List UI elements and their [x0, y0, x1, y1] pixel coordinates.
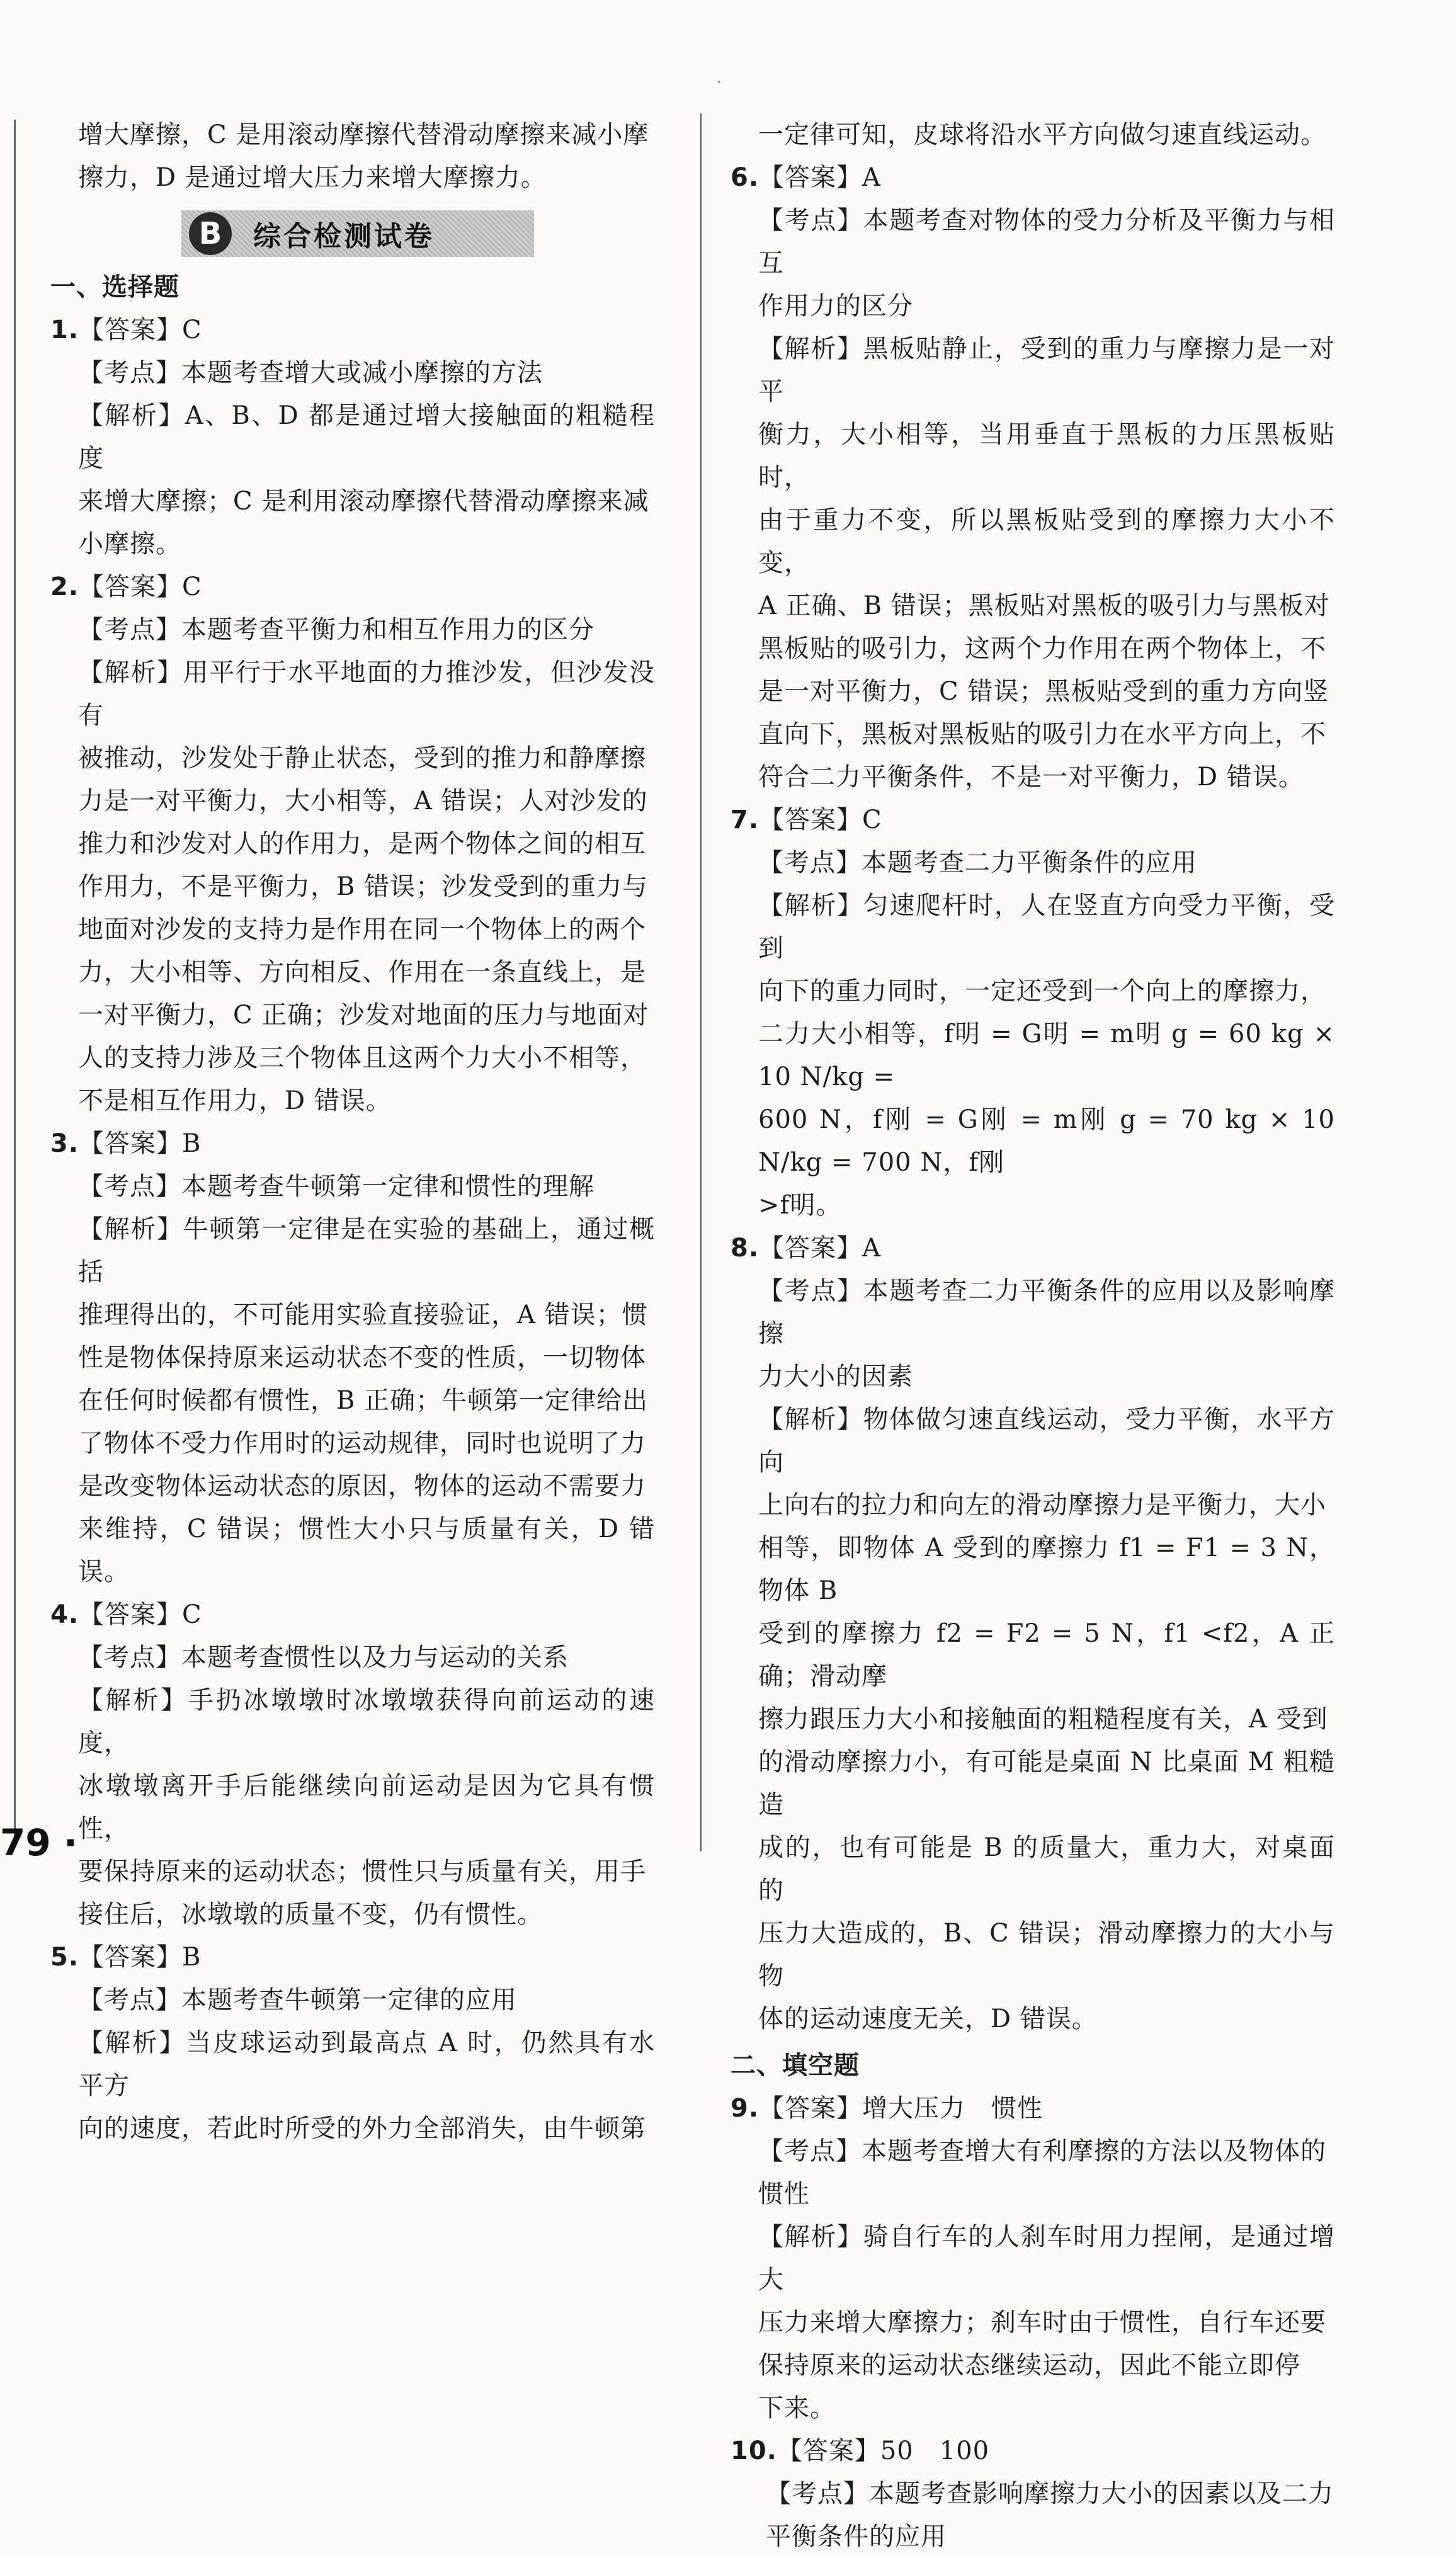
right-questions-a	[731, 156, 1335, 2040]
point-line: 【考点】本题考查二力平衡条件的应用	[758, 848, 1197, 877]
top-mark	[718, 81, 720, 83]
point-line: 惯性	[758, 2180, 810, 2208]
point-line: 【考点】本题考查增大或减小摩擦的方法	[78, 358, 543, 387]
point-line: 【考点】本题考查对物体的受力分析及平衡力与相互	[758, 206, 1335, 278]
analysis-line: 【解析】牛顿第一定律是在实验的基础上，通过概括	[78, 1215, 655, 1287]
answer-text: 【答案】A	[759, 163, 881, 192]
analysis-line: 要保持原来的运动状态；惯性只与质量有关，用手	[78, 1857, 646, 1886]
section-banner	[181, 210, 534, 257]
analysis-line: 地面对沙发的支持力是作用在同一个物体上的两个	[78, 915, 646, 944]
analysis-line: 【解析】手扔冰墩墩时冰墩墩获得向前运动的速度，	[78, 1686, 655, 1758]
banner-title: 综合检测试卷	[253, 220, 435, 253]
analysis-line: 向的速度，若此时所受的外力全部消失，由牛顿第	[78, 2114, 646, 2143]
question-number: 3.	[50, 1129, 79, 1158]
analysis-line: 冰墩墩离开手后能继续向前运动是因为它具有惯性，	[78, 1771, 655, 1843]
analysis-line: 作用力，不是平衡力，B 错误；沙发受到的重力与	[78, 872, 649, 901]
point-line: 【考点】本题考查增大有利摩擦的方法以及物体的	[758, 2137, 1326, 2166]
right-questions-b	[731, 2087, 1335, 2558]
question-number: 4.	[50, 1600, 79, 1629]
text-line: 增大摩擦，C 是用滚动摩擦代替滑动摩擦来减小摩	[78, 120, 649, 149]
answer-line	[50, 566, 655, 608]
answer-text: 【答案】B	[79, 1943, 202, 1972]
question-block	[50, 1593, 655, 1936]
analysis-line: 由于重力不变，所以黑板贴受到的摩擦力大小不变，	[758, 506, 1335, 577]
question-number: 8.	[731, 1234, 759, 1263]
answer-text: 【答案】C	[79, 572, 202, 601]
point-line: 【考点】本题考查牛顿第一定律和惯性的理解	[78, 1172, 594, 1201]
analysis-line: 成的，也有可能是 B 的质量大，重力大，对桌面的	[758, 1833, 1335, 1905]
analysis-line: 向下的重力同时，一定还受到一个向上的摩擦力，	[758, 977, 1326, 1006]
point-line: 平衡条件的应用	[766, 2522, 947, 2551]
question-block	[50, 309, 655, 566]
answer-line	[731, 2087, 1335, 2130]
analysis-line: 【解析】A、B、D 都是通过增大接触面的粗糙程度	[78, 401, 655, 473]
point-line: 【考点】本题考查牛顿第一定律的应用	[78, 1986, 517, 2015]
analysis-line: 推理得出的，不可能用实验直接验证，A 错误；惯	[78, 1300, 648, 1329]
page-number: 79 ·	[0, 1821, 77, 1864]
question-block	[731, 2087, 1335, 2430]
analysis-line: 是改变物体运动状态的原因，物体的运动不需要力	[78, 1472, 646, 1501]
analysis-line: 保持原来的运动状态继续运动，因此不能立即停	[758, 2351, 1300, 2380]
analysis-line: 压力来增大摩擦力；刹车时由于惯性，自行车还要	[758, 2308, 1326, 2337]
answer-line	[50, 1936, 655, 1979]
question-block	[731, 799, 1335, 1227]
analysis-line: 相等，即物体 A 受到的摩擦力 f1 = F1 = 3 N，物体 B	[758, 1533, 1335, 1605]
analysis-line: 直向下，黑板对黑板贴的吸引力在水平方向上，不	[758, 720, 1326, 749]
analysis-line: 【解析】物体做匀速直线运动，受力平衡，水平方向	[758, 1405, 1335, 1477]
analysis-line: 不是相互作用力，D 错误。	[78, 1086, 392, 1115]
analysis-line: 【解析】匀速爬杆时，人在竖直方向受力平衡，受到	[758, 891, 1335, 963]
left-questions	[50, 309, 655, 2150]
answer-line	[50, 309, 655, 351]
analysis-line: 性是物体保持原来运动状态不变的性质，一切物体	[78, 1343, 646, 1372]
analysis-line: 【解析】当皮球运动到最高点 A 时，仍然具有水平方	[78, 2028, 655, 2100]
question-number: 9.	[731, 2094, 759, 2123]
answer-line	[50, 1122, 655, 1165]
analysis-line: 压力大造成的，B、C 错误；滑动摩擦力的大小与物	[758, 1919, 1335, 1991]
question-number: 10.	[731, 2436, 777, 2465]
question-block	[731, 2430, 1335, 2558]
answer-text: 【答案】A	[759, 1234, 881, 1263]
analysis-line: A 正确、B 错误；黑板贴对黑板的吸引力与黑板对	[758, 591, 1330, 620]
intro-text	[50, 113, 655, 199]
question-block	[731, 1227, 1335, 2040]
left-column	[50, 113, 655, 2150]
right-column	[731, 113, 1335, 2558]
question-block	[50, 1122, 655, 1593]
analysis-line: 体的运动速度无关，D 错误。	[758, 2004, 1098, 2033]
analysis-line: 来维持，C 错误；惯性大小只与质量有关，D 错误。	[78, 1515, 655, 1586]
analysis-line: 接住后，冰墩墩的质量不变，仍有惯性。	[78, 1900, 543, 1929]
analysis-line: 二力大小相等，f明 = G明 = m明 g = 60 kg × 10 N/kg =	[758, 1020, 1335, 1091]
analysis-line: 【解析】骑自行车的人刹车时用力捏闸，是通过增大	[758, 2222, 1335, 2294]
answer-line	[731, 156, 1335, 199]
question-number: 1.	[50, 315, 79, 344]
point-line: 【考点】本题考查惯性以及力与运动的关系	[78, 1643, 569, 1672]
question-block	[731, 156, 1335, 799]
question-number: 6.	[731, 163, 759, 192]
analysis-line: 600 N，f刚 = G刚 = m刚 g = 70 kg × 10 N/kg = 700 N，f刚	[758, 1105, 1335, 1177]
analysis-line: 在任何时候都有惯性，B 正确；牛顿第一定律给出	[78, 1386, 649, 1415]
point-line: 【考点】本题考查二力平衡条件的应用以及影响摩擦	[758, 1276, 1335, 1348]
point-line: 【考点】本题考查影响摩擦力大小的因素以及二力	[766, 2479, 1334, 2508]
analysis-line: 【解析】黑板贴静止，受到的重力与摩擦力是一对平	[758, 334, 1335, 406]
text-line: 擦力，D 是通过增大压力来增大摩擦力。	[78, 163, 547, 192]
question-number: 2.	[50, 572, 79, 601]
answer-text: 【答案】B	[79, 1129, 202, 1158]
point-line: 【考点】本题考查平衡力和相互作用力的区分	[78, 615, 594, 644]
analysis-line: 是一对平衡力，C 错误；黑板贴受到的重力方向竖	[758, 677, 1329, 706]
answer-line	[731, 799, 1335, 841]
analysis-line: 受到的摩擦力 f2 = F2 = 5 N，f1 <f2，A 正确；滑动摩	[758, 1619, 1335, 1691]
answer-text: 【答案】C	[759, 805, 882, 834]
analysis-line: 衡力，大小相等，当用垂直于黑板的力压黑板贴时，	[758, 420, 1335, 492]
analysis-line: 力，大小相等、方向相反、作用在一条直线上，是	[78, 958, 646, 987]
analysis-line: 下来。	[758, 2394, 836, 2423]
analysis-line: 力是一对平衡力，大小相等，A 错误；人对沙发的	[78, 787, 648, 816]
analysis-line: 擦力跟压力大小和接触面的粗糙程度有关，A 受到	[758, 1705, 1328, 1734]
column-divider	[700, 113, 702, 1851]
analysis-line: 人的支持力涉及三个物体且这两个力大小不相等，	[78, 1043, 646, 1072]
question-block	[50, 566, 655, 1122]
analysis-line: 被推动，沙发处于静止状态，受到的推力和静摩擦	[78, 744, 646, 773]
answer-line	[731, 2430, 1335, 2472]
analysis-line: 的滑动摩擦力小，有可能是桌面 N 比桌面 M 粗糙造	[758, 1748, 1335, 1819]
section-heading-choice: 一、选择题	[50, 273, 179, 302]
analysis-line: 黑板贴的吸引力，这两个力作用在两个物体上，不	[758, 634, 1326, 663]
analysis-line: >f明。	[758, 1191, 842, 1220]
answer-text: 【答案】增大压力 惯性	[759, 2094, 1044, 2123]
analysis-line: 一对平衡力，C 正确；沙发对地面的压力与地面对	[78, 1001, 649, 1030]
text-line: 一定律可知，皮球将沿水平方向做匀速直线运动。	[758, 120, 1326, 149]
question-number: 7.	[731, 805, 759, 834]
question-number: 5.	[50, 1943, 79, 1972]
answer-text: 【答案】50 100	[776, 2436, 990, 2465]
answer-text: 【答案】C	[79, 315, 202, 344]
section-heading-fill: 二、填空题	[731, 2051, 860, 2080]
analysis-line: 小摩擦。	[78, 530, 181, 559]
b-badge-icon: B	[189, 212, 232, 255]
analysis-line: 【解析】用平行于水平地面的力推沙发，但沙发没有	[78, 658, 655, 730]
answer-line	[50, 1593, 655, 1636]
analysis-line: 来增大摩擦；C 是利用滚动摩擦代替滑动摩擦来减	[78, 487, 649, 516]
analysis-line: 符合二力平衡条件，不是一对平衡力，D 错误。	[758, 763, 1304, 792]
point-line: 作用力的区分	[758, 292, 913, 321]
analysis-line: 上向右的拉力和向左的滑动摩擦力是平衡力，大小	[758, 1491, 1326, 1520]
point-line: 力大小的因素	[758, 1362, 913, 1391]
analysis-line: 推力和沙发对人的作用力，是两个物体之间的相互	[78, 829, 646, 858]
analysis-line: 了物体不受力作用时的运动规律，同时也说明了力	[78, 1429, 646, 1458]
answer-text: 【答案】C	[79, 1600, 202, 1629]
left-margin-rule	[14, 120, 16, 1845]
question-block	[50, 1936, 655, 2150]
answer-line	[731, 1227, 1335, 1270]
